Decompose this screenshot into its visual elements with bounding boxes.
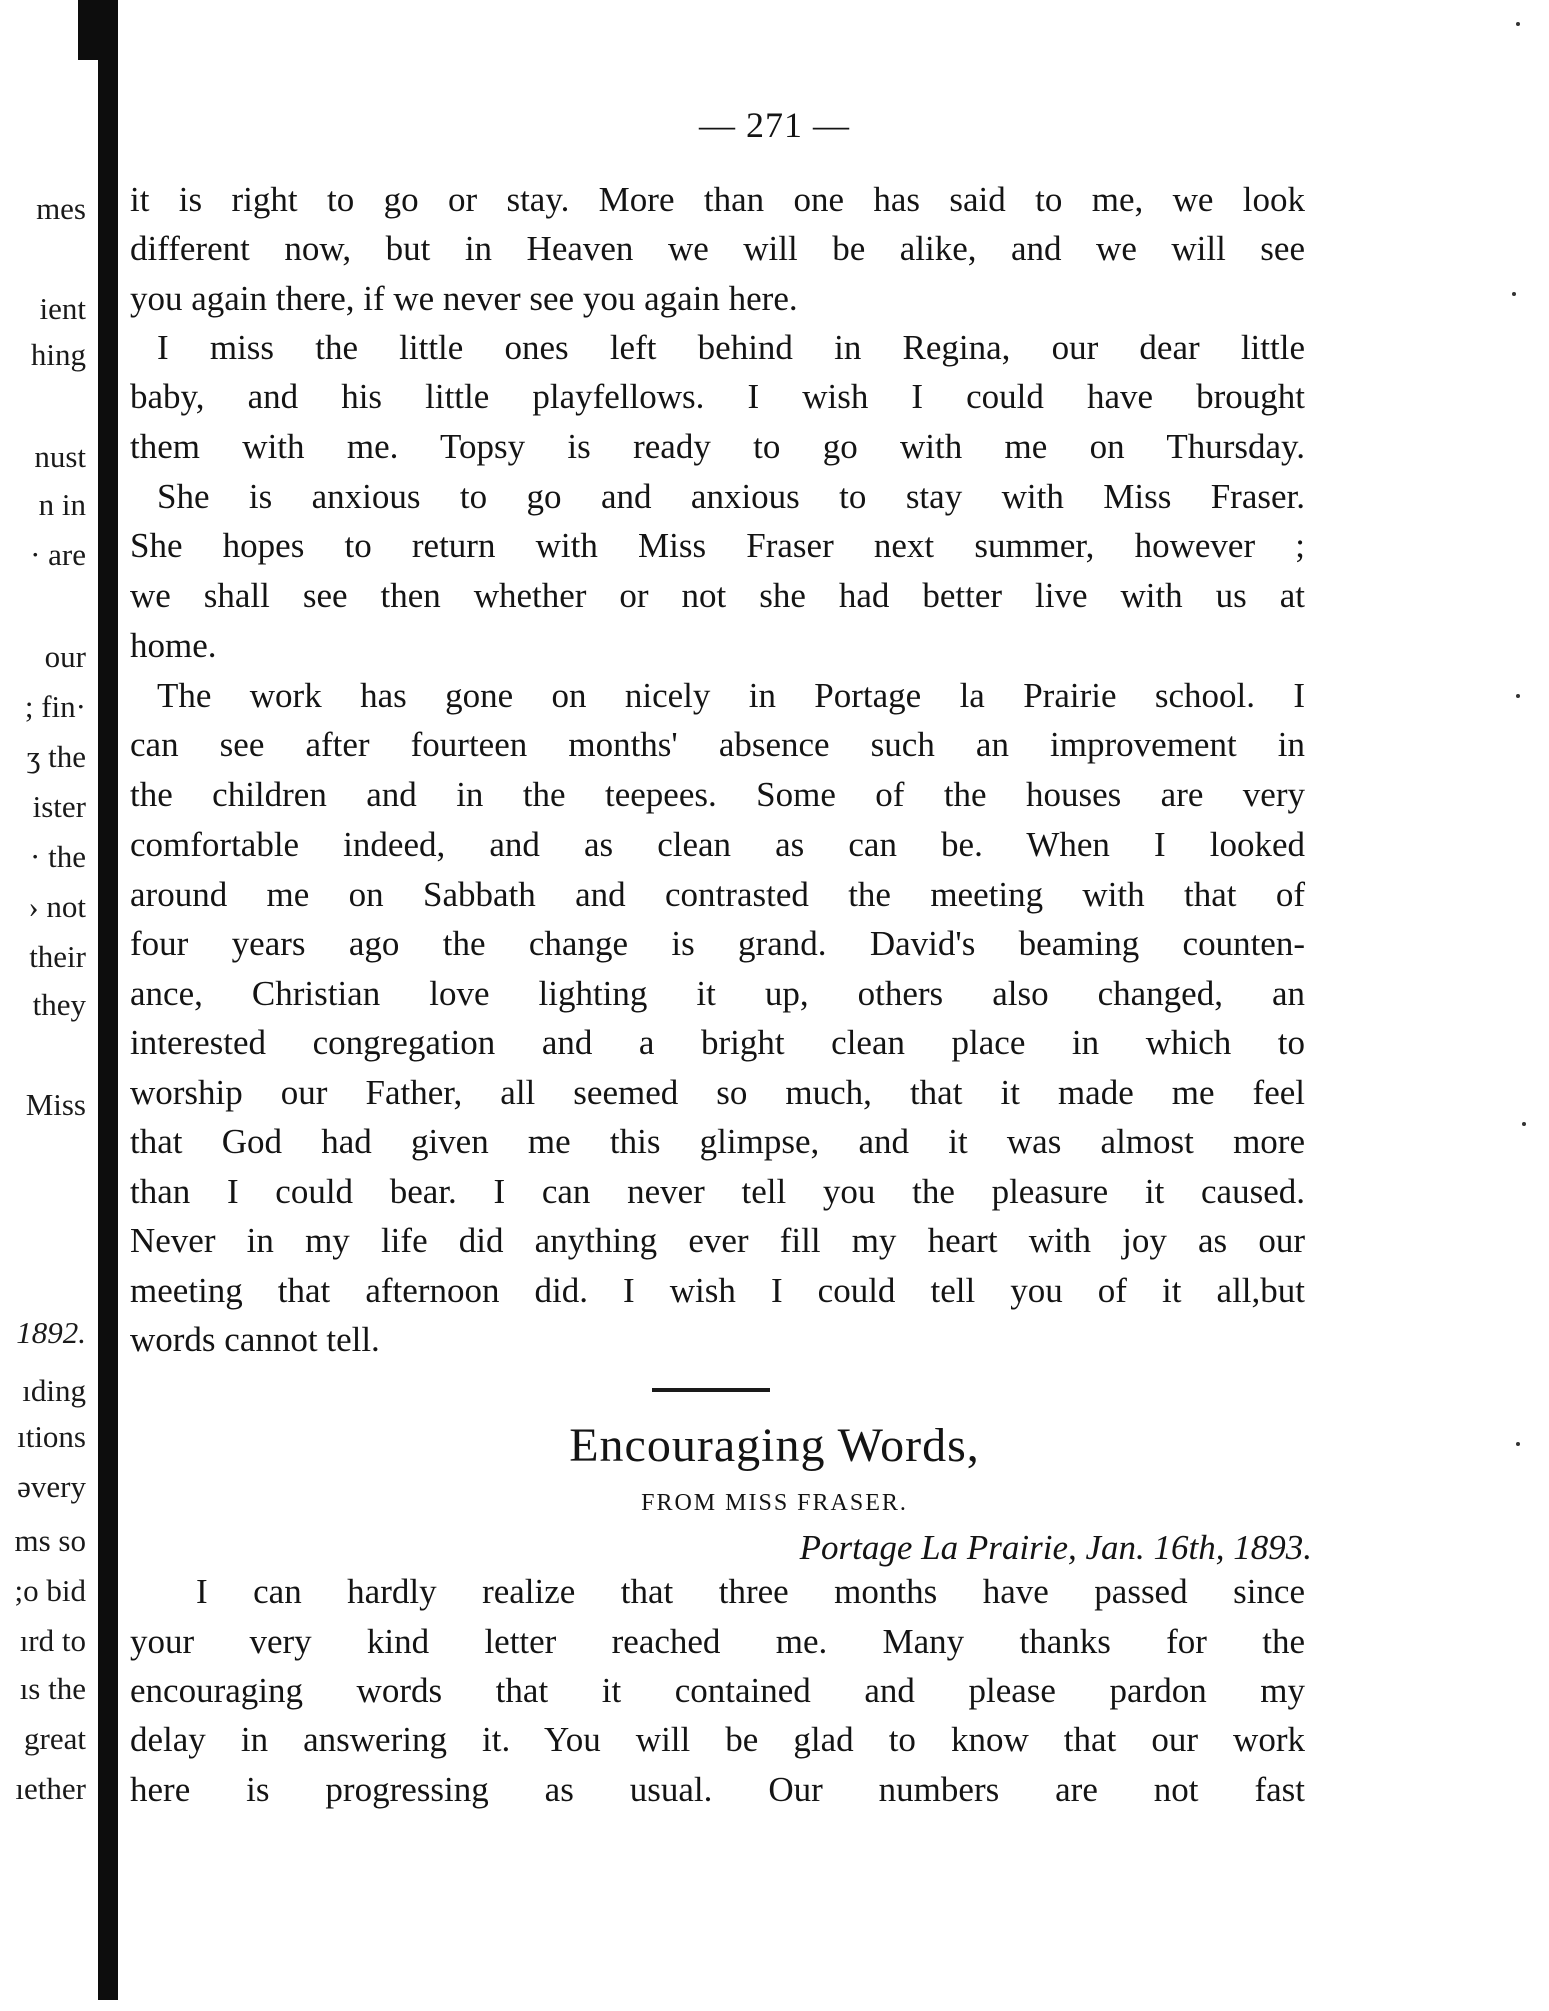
body-line: interested congregation and a bright clean place in which to	[130, 1023, 1305, 1062]
scan-speck	[1516, 1442, 1520, 1446]
section-byline: FROM MISS FRASER.	[641, 1490, 908, 1516]
binding-shadow	[98, 0, 118, 2000]
body-line: home.	[130, 626, 217, 665]
body-line: She is anxious to go and anxious to stay with Miss Fraser.	[157, 477, 1305, 516]
body-line: words cannot tell.	[130, 1320, 380, 1359]
gutter-fragment: ms so	[14, 1523, 86, 1558]
gutter-fragment: › not	[28, 889, 86, 924]
body-line: ance, Christian love lighting it up, others also changed, an	[130, 974, 1305, 1013]
gutter-fragment: our	[44, 639, 86, 674]
gutter-fragment: ıether	[15, 1771, 86, 1806]
body-line: can see after fourteen months' absence such an improvement in	[130, 725, 1305, 764]
gutter-fragment: · are	[30, 537, 86, 572]
body-line: around me on Sabbath and contrasted the meeting with that of	[130, 875, 1305, 914]
body-line: it is right to go or stay. More than one has said to me, we look	[130, 180, 1305, 219]
gutter-fragment: · the	[30, 839, 86, 874]
gutter-fragment: ;o bid	[14, 1573, 86, 1608]
scan-speck	[1516, 694, 1520, 698]
gutter-fragment: 1892.	[16, 1315, 86, 1350]
gutter-fragment: nust	[34, 439, 86, 474]
gutter-fragment: ırd to	[19, 1623, 86, 1658]
body-line: She hopes to return with Miss Fraser next summer, however ;	[130, 526, 1305, 565]
gutter-fragment: əvery	[17, 1469, 86, 1504]
body-line: we shall see then whether or not she had better live with us at	[130, 576, 1305, 615]
section-title: Encouraging Words,	[569, 1419, 980, 1472]
scan-speck	[1522, 1122, 1526, 1126]
binding-shadow-top	[78, 0, 118, 60]
body-line: worship our Father, all seemed so much, that it made me feel	[130, 1073, 1305, 1112]
letter-dateline: Portage La Prairie, Jan. 16th, 1893.	[799, 1528, 1312, 1567]
body-line: the children and in the teepees. Some of the houses are very	[130, 775, 1305, 814]
body-line: meeting that afternoon did. I wish I could tell you of it all,but	[130, 1271, 1305, 1310]
body-line: than I could bear. I can never tell you the pleasure it caused.	[130, 1172, 1305, 1211]
body-line: Never in my life did anything ever fill my heart with joy as our	[130, 1221, 1305, 1260]
gutter-fragment: ıding	[22, 1373, 86, 1408]
body-line: I can hardly realize that three months have passed since	[196, 1572, 1305, 1611]
body-line: four years ago the change is grand. David's beaming counten-	[130, 924, 1305, 963]
gutter-fragment: their	[29, 939, 86, 974]
gutter-fragment: great	[24, 1721, 86, 1756]
body-line: different now, but in Heaven we will be alike, and we will see	[130, 229, 1305, 268]
gutter-fragment: ıs the	[19, 1671, 86, 1706]
gutter-fragment: n in	[38, 487, 86, 522]
body-line: I miss the little ones left behind in Regina, our dear little	[157, 328, 1305, 367]
gutter-fragment: they	[32, 987, 86, 1022]
page-number: — 271 —	[699, 105, 850, 145]
body-line: here is progressing as usual. Our numbers are not fast	[130, 1770, 1305, 1809]
scan-speck	[1516, 22, 1520, 26]
gutter-fragment: Miss	[25, 1087, 86, 1122]
gutter-fragment: hing	[30, 337, 86, 372]
gutter-fragment: ıtions	[17, 1419, 86, 1454]
body-line: encouraging words that it contained and please pardon my	[130, 1671, 1305, 1710]
gutter-fragment: ient	[39, 291, 86, 326]
scan-speck	[1512, 292, 1516, 296]
gutter-fragment: ister	[32, 789, 86, 824]
section-divider	[652, 1388, 770, 1392]
gutter-fragment: ; fin·	[24, 689, 86, 724]
body-line: The work has gone on nicely in Portage la Prairie school. I	[157, 676, 1305, 715]
gutter-fragment: ʒ the	[26, 739, 86, 774]
body-line: your very kind letter reached me. Many thanks for the	[130, 1622, 1305, 1661]
body-line: comfortable indeed, and as clean as can be. When I looked	[130, 825, 1305, 864]
body-line: delay in answering it. You will be glad to know that our work	[130, 1720, 1305, 1759]
gutter-fragment: mes	[36, 191, 86, 226]
body-line: baby, and his little playfellows. I wish I could have brought	[130, 377, 1305, 416]
body-line: that God had given me this glimpse, and it was almost more	[130, 1122, 1305, 1161]
body-line: you again there, if we never see you again here.	[130, 279, 798, 318]
body-line: them with me. Topsy is ready to go with me on Thursday.	[130, 427, 1305, 466]
